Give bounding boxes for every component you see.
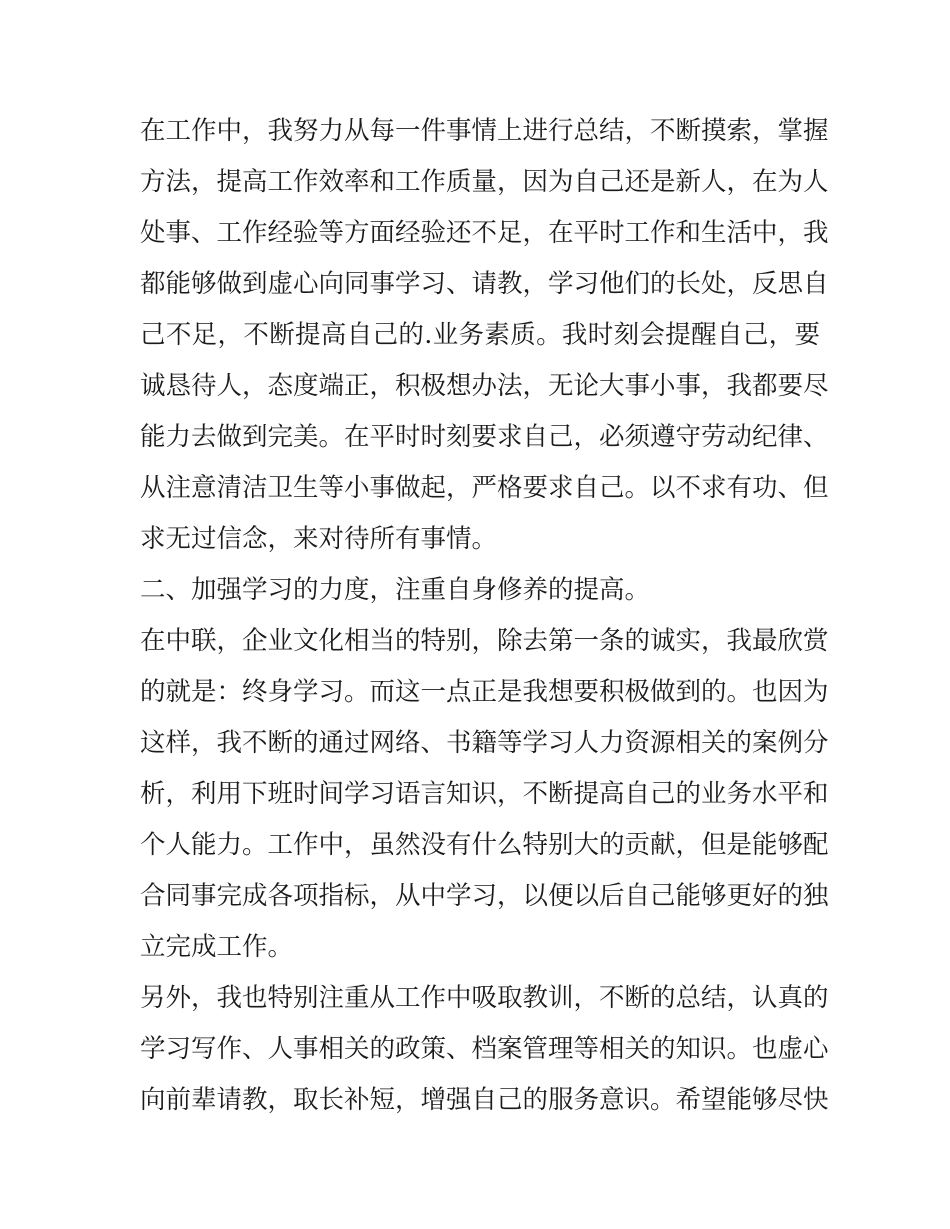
- text-line: 这样，我不断的通过网络、书籍等学习人力资源相关的案例分: [140, 728, 829, 758]
- text-line: 求无过信念，来对待所有事情。: [140, 524, 498, 554]
- text-line: 都能够做到虚心向同事学习、请教，学习他们的长处，反思自: [140, 269, 829, 299]
- section-heading: 二、加强学习的力度，注重自身修养的提高。: [140, 575, 651, 605]
- text-line: 向前辈请教，取长补短，增强自己的服务意识。希望能够尽快: [140, 1085, 829, 1115]
- text-line: 的就是：终身学习。而这一点正是我想要积极做到的。也因为: [140, 677, 829, 707]
- text-line: 析，利用下班时间学习语言知识，不断提高自己的业务水平和: [140, 779, 829, 809]
- document-body: [140, 106, 829, 1126]
- text-line: 学习写作、人事相关的政策、档案管理等相关的知识。也虚心: [140, 1034, 829, 1064]
- text-line: 能力去做到完美。在平时时刻要求自己，必须遵守劳动纪律、: [140, 422, 829, 452]
- text-line: 处事、工作经验等方面经验还不足，在平时工作和生活中，我: [140, 218, 829, 248]
- text-line: 合同事完成各项指标，从中学习，以便以后自己能够更好的独: [140, 881, 829, 911]
- text-line: 在中联，企业文化相当的特别，除去第一条的诚实，我最欣赏: [140, 626, 829, 656]
- text-line: 方法，提高工作效率和工作质量，因为自己还是新人，在为人: [140, 167, 829, 197]
- text-line: 己不足，不断提高自己的.业务素质。我时刻会提醒自己，要: [140, 320, 820, 350]
- text-line: 从注意清洁卫生等小事做起，严格要求自己。以不求有功、但: [140, 473, 829, 503]
- text-line: 在工作中，我努力从每一件事情上进行总结，不断摸索，掌握: [140, 116, 829, 146]
- text-line: 个人能力。工作中，虽然没有什么特别大的贡献，但是能够配: [140, 830, 829, 860]
- text-line: 另外，我也特别注重从工作中吸取教训，不断的总结，认真的: [140, 983, 829, 1013]
- text-line: 诚恳待人，态度端正，积极想办法，无论大事小事，我都要尽: [140, 371, 829, 401]
- text-line: 立完成工作。: [140, 932, 294, 962]
